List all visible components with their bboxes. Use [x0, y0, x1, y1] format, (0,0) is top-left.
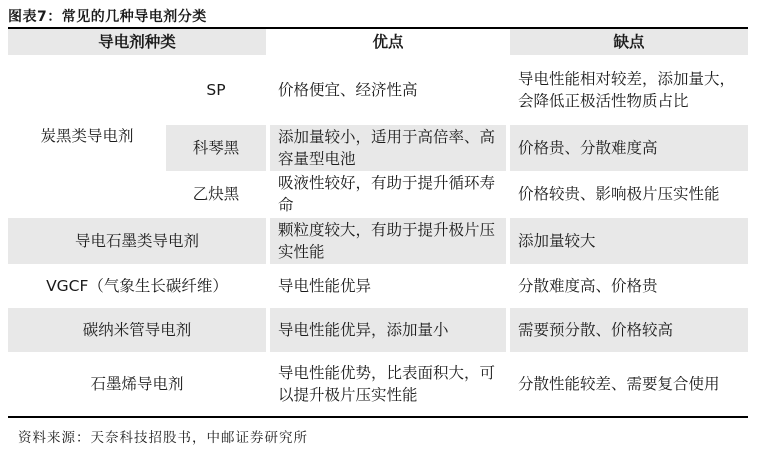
type-vgcf: VGCF（气象生长碳纤维）: [46, 277, 228, 295]
cons-sp: 导电性能相对较差，添加量大，会降低正极活性物质占比: [518, 70, 736, 110]
cons-acetylene: 价格较贵、影响极片压实性能: [518, 185, 720, 203]
header-pros: 优点: [372, 33, 404, 51]
header-cons: 缺点: [510, 29, 748, 55]
type-graphite: 导电石墨类导电剂: [8, 218, 266, 264]
pros-cnt: 导电性能优异，添加量小: [270, 308, 506, 352]
group-carbon-black: 炭黑类导电剂: [40, 126, 134, 145]
type-ketjen: 科琴黑: [166, 125, 266, 171]
source-note: 资料来源：天奈科技招股书，中邮证券研究所: [18, 430, 308, 446]
pros-vgcf: 导电性能优异: [278, 277, 372, 295]
cons-vgcf: 分散难度高、价格贵: [518, 277, 658, 295]
pros-acetylene: 吸液性较好，有助于提升循环寿命: [278, 174, 496, 214]
type-cnt: 碳纳米管导电剂: [8, 308, 266, 352]
cons-cnt: 需要预分散、价格较高: [510, 308, 748, 352]
cons-graphene: 分散性能较差、需要复合使用: [518, 375, 720, 393]
pros-ketjen: 添加量较小，适用于高倍率、高容量型电池: [270, 125, 506, 171]
table-bottom-rule: [8, 416, 748, 418]
type-acetylene: 乙炔黑: [192, 185, 240, 203]
type-sp: SP: [206, 81, 226, 99]
header-type: 导电剂种类: [8, 29, 266, 55]
cons-ketjen: 价格贵、分散难度高: [510, 125, 748, 171]
pros-graphene: 导电性能优势，比表面积大，可以提升极片压实性能: [278, 364, 496, 404]
pros-graphite: 颗粒度较大，有助于提升极片压实性能: [270, 218, 506, 264]
cons-graphite: 添加量较大: [510, 218, 748, 264]
type-graphene: 石墨烯导电剂: [90, 375, 184, 393]
conductive-agent-table: [8, 29, 748, 416]
figure-title: 图表7：常见的几种导电剂分类: [8, 9, 207, 25]
pros-sp: 价格便宜、经济性高: [278, 81, 418, 99]
